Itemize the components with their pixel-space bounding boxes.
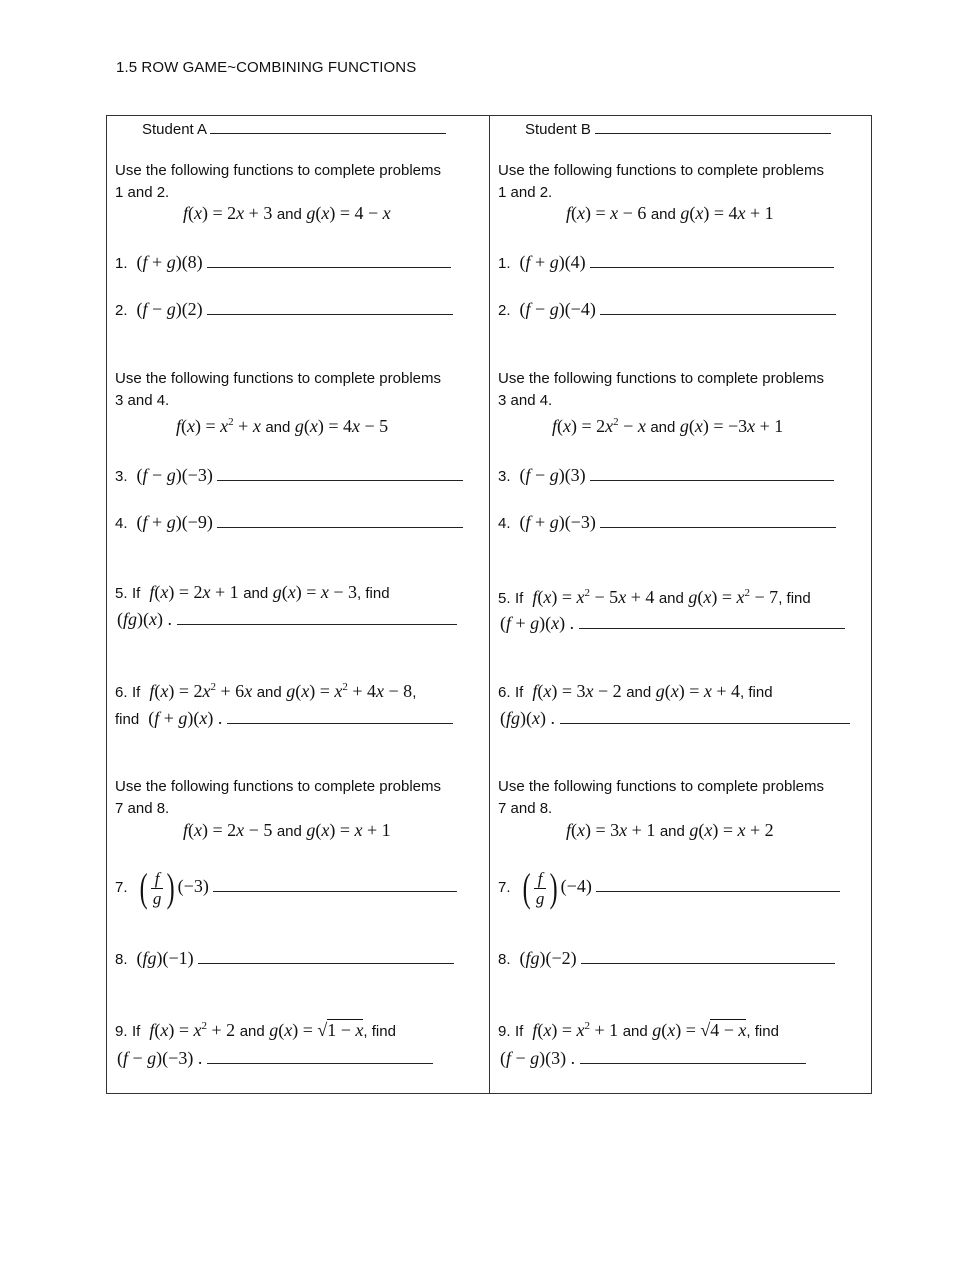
answer-line[interactable] [580, 1049, 806, 1064]
instructions-7-8-line: Use the following functions to complete problems [115, 778, 442, 795]
instructions-3-4-line: Use the following functions to complete problems [115, 370, 442, 387]
student-b-column [498, 116, 872, 1093]
functions-7-8: f(x) = 2x − 5 and g(x) = x + 1 [183, 820, 391, 840]
problem-2: 2. (f − g)(2) [115, 299, 453, 320]
answer-line[interactable] [207, 253, 451, 268]
answer-line[interactable] [217, 513, 463, 528]
answer-line[interactable] [227, 709, 453, 724]
answer-line[interactable] [596, 877, 840, 892]
answer-line[interactable] [579, 614, 845, 629]
problem-9: 9. If $f(x) = x^2 + 1$ and g(x) = √4 − x, find [498, 1020, 779, 1040]
problem-6: 6. If $f(x) = 2x^2 + 6x$ and $g(x) = x^2 + 4x - 8$, [115, 681, 417, 701]
student-a-column [115, 116, 489, 1093]
instructions-1-2-line: Use the following functions to complete problems [115, 162, 442, 179]
problem-5-expression: (fg)(x) . [117, 609, 457, 630]
problem-5: 5. If $f(x) = x^2 - 5x + 4$ and $g(x) = x^2 - 7$, find [498, 587, 811, 607]
problem-3: 3. (f − g)(−3) [115, 465, 463, 486]
student-b-name-line[interactable] [595, 119, 831, 134]
instructions-7-8-range: 7 and 8. [115, 800, 170, 817]
instructions-3-4-line: Use the following functions to complete problems [498, 370, 825, 387]
problem-9-expression: (f − g)(3) . [500, 1048, 806, 1069]
instructions-7-8-range: 7 and 8. [498, 800, 553, 817]
problem-4: 4. (f + g)(−3) [498, 512, 836, 533]
answer-line[interactable] [590, 253, 834, 268]
functions-7-8: f(x) = 3x + 1 and g(x) = x + 2 [566, 820, 774, 840]
answer-line[interactable] [207, 300, 453, 315]
answer-line[interactable] [590, 466, 834, 481]
answer-line[interactable] [600, 300, 836, 315]
functions-3-4: $f(x) = x^2 + x$ and g(x) = 4x − 5 [176, 416, 389, 436]
student-b-header: Student B [525, 119, 831, 138]
problem-9-expression: (f − g)(−3) . [117, 1048, 433, 1069]
functions-3-4: $f(x) = 2x^2 - x$ and g(x) = −3x + 1 [552, 416, 784, 436]
problem-2: 2. (f − g)(−4) [498, 299, 836, 320]
problem-8: 8. (fg)(−1) [115, 948, 454, 969]
instructions-3-4-range: 3 and 4. [498, 392, 553, 409]
worksheet-table [106, 115, 872, 1094]
answer-line[interactable] [560, 709, 850, 724]
problem-6-expression: find (f + g)(x) . [115, 708, 453, 729]
instructions-7-8-line: Use the following functions to complete problems [498, 778, 825, 795]
problem-5: 5. If f(x) = 2x + 1 and g(x) = x − 3, find [115, 582, 390, 602]
instructions-1-2-line: Use the following functions to complete problems [498, 162, 825, 179]
problem-3: 3. (f − g)(3) [498, 465, 834, 486]
answer-line[interactable] [207, 1049, 433, 1064]
instructions-1-2-range: 1 and 2. [115, 184, 170, 201]
student-a-name-line[interactable] [210, 119, 446, 134]
problem-6-expression: (fg)(x) . [500, 708, 850, 729]
answer-line[interactable] [581, 949, 835, 964]
problem-7: 7. ( $\frac{f}{g}$ ) (−3) [115, 868, 457, 908]
answer-line[interactable] [213, 877, 457, 892]
problem-1: 1. (f + g)(4) [498, 252, 834, 273]
problem-8: 8. (fg)(−2) [498, 948, 835, 969]
problem-7: 7. ( $\frac{f}{g}$ ) (−4) [498, 868, 840, 908]
answer-line[interactable] [177, 610, 457, 625]
functions-1-2: f(x) = 2x + 3 and g(x) = 4 − x [183, 203, 391, 223]
answer-line[interactable] [600, 513, 836, 528]
problem-1: 1. (f + g)(8) [115, 252, 451, 273]
answer-line[interactable] [198, 949, 454, 964]
answer-line[interactable] [217, 466, 463, 481]
functions-1-2: f(x) = x − 6 and g(x) = 4x + 1 [566, 203, 774, 223]
problem-6: 6. If f(x) = 3x − 2 and g(x) = x + 4, find [498, 681, 773, 701]
problem-4: 4. (f + g)(−9) [115, 512, 463, 533]
problem-9: 9. If $f(x) = x^2 + 2$ and g(x) = √1 − x, find [115, 1020, 396, 1040]
instructions-1-2-range: 1 and 2. [498, 184, 553, 201]
instructions-3-4-range: 3 and 4. [115, 392, 170, 409]
problem-5-expression: (f + g)(x) . [500, 613, 845, 634]
column-divider [489, 116, 490, 1093]
page-title: 1.5 ROW GAME~COMBINING FUNCTIONS [116, 59, 417, 76]
student-a-header: Student A [142, 119, 446, 138]
